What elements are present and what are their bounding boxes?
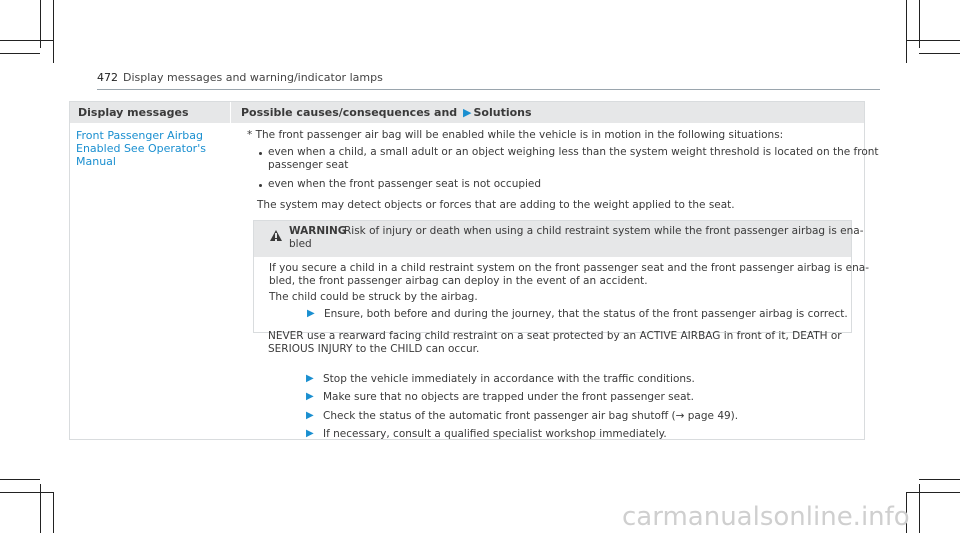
- crop-mark: [0, 492, 53, 493]
- col-header-solutions-label: Solutions: [473, 106, 532, 119]
- warning-title: WARNING: [289, 225, 347, 237]
- detect-text: The system may detect objects or forces that are adding to the weight applied to the seat.: [257, 199, 735, 211]
- header-rule: [97, 89, 880, 90]
- play-icon: ▶: [306, 391, 314, 402]
- step-4: If necessary, consult a qualified specialist workshop immediately.: [323, 428, 667, 440]
- crop-mark: [53, 0, 54, 63]
- crop-mark: [53, 492, 54, 533]
- bullet-dot: [259, 152, 262, 155]
- step-3: Check the status of the automatic front passenger air bag shutoff (→ page 49).: [323, 410, 739, 422]
- warning-triangle-dot: [275, 239, 277, 241]
- display-message: Front Passenger Airbag Enabled See Operator's Manual: [76, 129, 206, 168]
- warning-text-line-2: bled: [289, 238, 312, 250]
- step-2: Make sure that no objects are trapped under the front passenger seat.: [323, 391, 694, 403]
- col-header-messages: Display messages: [78, 106, 189, 119]
- warning-para-3-line-1: NEVER use a rearward facing child restraint on a seat protected by an ACTIVE AIRBAG in front of it, DEATH or: [268, 330, 842, 342]
- play-icon: ▶: [306, 410, 314, 421]
- watermark: carmanualsonline.info: [622, 502, 910, 532]
- table-header: [70, 102, 864, 123]
- page-number: 472: [97, 71, 118, 84]
- warning-box: [253, 220, 869, 333]
- crop-mark: [906, 0, 907, 63]
- header-divider: [230, 102, 231, 123]
- warning-triangle-mark: [275, 233, 277, 238]
- bullet-2: even when the front passenger seat is not occupied: [268, 178, 542, 190]
- crop-mark: [0, 479, 40, 480]
- warning-para-1-line-1: If you secure a child in a child restraint system on the front passenger seat and the front passenger airbag is ena-: [269, 262, 869, 274]
- message-table: [69, 101, 879, 440]
- play-icon: ▶: [306, 373, 314, 384]
- warning-para-3-line-2: SERIOUS INJURY to the CHILD can occur.: [268, 343, 480, 355]
- running-header: [97, 71, 383, 84]
- warning-text-line-1: Risk of injury or death when using a child restraint system while the front passenger airbag is ena-: [344, 225, 864, 237]
- intro-text: * The front passenger air bag will be enabled while the vehicle is in motion in the following situations:: [247, 129, 784, 141]
- warning-para-2: The child could be struck by the airbag.: [269, 291, 478, 303]
- warning-header: [254, 221, 864, 257]
- page-title: Display messages and warning/indicator lamps: [123, 71, 383, 84]
- play-icon: ▶: [463, 106, 472, 119]
- play-icon: ▶: [307, 308, 315, 319]
- step-1: Stop the vehicle immediately in accordance with the traffic conditions.: [323, 373, 695, 385]
- crop-mark: [919, 53, 960, 54]
- warning-para-1-line-2: bled, the front passenger airbag can deploy in the event of an accident.: [269, 275, 648, 287]
- crop-mark: [906, 492, 960, 493]
- crop-mark: [919, 479, 960, 480]
- crop-mark: [906, 40, 960, 41]
- warning-step: Ensure, both before and during the journey, that the status of the front passenger airbag is correct.: [324, 308, 848, 320]
- crop-mark: [0, 53, 40, 54]
- col-header-causes: Possible causes/consequences and: [241, 106, 458, 119]
- crop-mark: [0, 40, 53, 41]
- bullet-1-line-1: even when a child, a small adult or an object weighing less than the system weight threshold is located on the front: [268, 146, 879, 158]
- play-icon: ▶: [306, 428, 314, 439]
- col-header-solutions: [241, 106, 532, 119]
- bullet-dot: [259, 184, 262, 187]
- bullet-1-line-2: passenger seat: [268, 159, 349, 171]
